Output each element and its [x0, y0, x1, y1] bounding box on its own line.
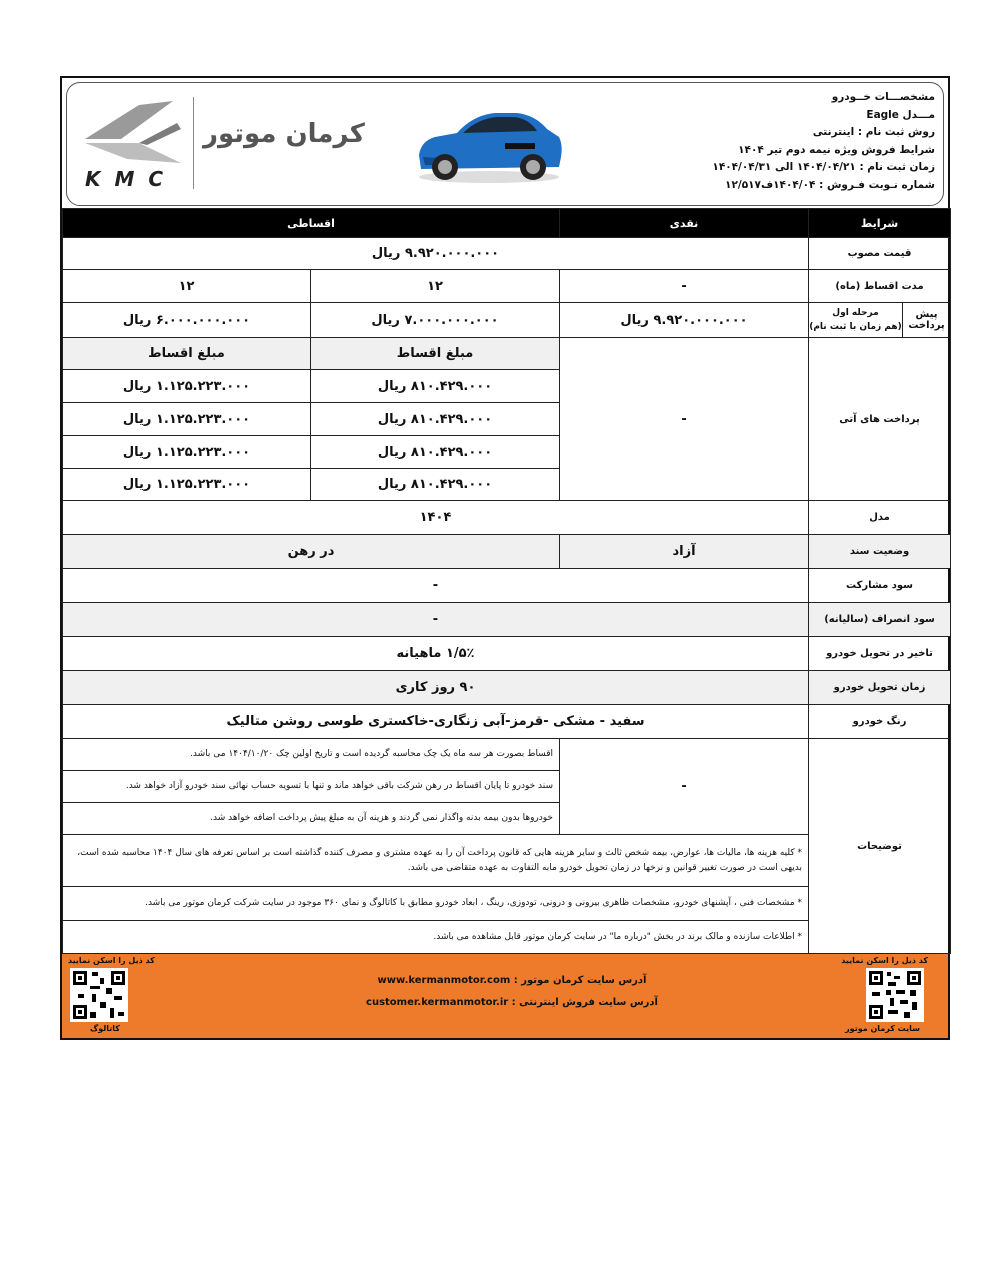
spec-line: مشخصـــات خــودرو — [831, 91, 935, 103]
row-label: مدل — [809, 501, 951, 535]
site-link-line — [362, 970, 662, 992]
row-label: رنگ خودرو — [809, 705, 951, 739]
vehicle-specs — [705, 89, 935, 194]
spec-line: مـــدل Eagle — [866, 108, 935, 121]
cash-future: - — [560, 338, 809, 501]
delivery-time: ۹۰ روز کاری — [63, 671, 809, 705]
row-label: تاخیر در تحویل خودرو — [809, 637, 951, 671]
plan1-installment: ۸۱۰.۴۲۹.۰۰۰ ریال — [311, 370, 560, 403]
general-note: * کلیه هزینه ها، مالیات ها، عوارض، بیمه شخص ثالث و سایر هزینه هایی که قانون پرداخت آن را به عهده مشتری و مصرف کننده گذاشته است بر اساس تعرفه های سال ۱۴۰۴ محاسبه شده است، بدیهی است در صورت تغییر قوانین و نرخها در زمان تحویل خودرو مابه التفاوت به عهده متقاضی می باشد. — [63, 835, 809, 887]
kmc-logo-text: KMC — [85, 167, 178, 191]
row-label: قیمت مصوب — [809, 238, 951, 270]
qr-left-caption: کد ذیل را اسکن نمایید — [68, 956, 155, 965]
qr-right-sub: سایت کرمان موتور — [845, 1024, 920, 1033]
table-row — [63, 637, 951, 671]
install-note: خودروها بدون بیمه بدنه واگذار نمی گردند و هزینه آن به مبلغ پیش پرداخت اضافه خواهد شد. — [63, 803, 560, 835]
cancellation-profit: - — [63, 603, 809, 637]
row-label: سود مشارکت — [809, 569, 951, 603]
footer-bar — [62, 954, 948, 1038]
qr-right-caption: کد ذیل را اسکن نمایید — [841, 956, 928, 965]
site-url-link[interactable]: www.kermanmotor.com — [377, 975, 511, 986]
table-row — [63, 603, 951, 637]
participation-profit: - — [63, 569, 809, 603]
plan1-installment: ۸۱۰.۴۲۹.۰۰۰ ریال — [311, 436, 560, 469]
plan1-period: ۱۲ — [311, 270, 560, 303]
qr-code-icon[interactable] — [70, 968, 128, 1022]
cash-notes: - — [560, 739, 809, 835]
cash-down-payment: ۹.۹۲۰.۰۰۰.۰۰۰ ریال — [560, 303, 809, 338]
shop-url-link[interactable]: customer.kermanmotor.ir — [366, 997, 509, 1008]
row-label: پرداخت های آتی — [809, 338, 951, 501]
plan2-installment-header: مبلغ اقساط — [63, 338, 311, 370]
plan1-installment: ۸۱۰.۴۲۹.۰۰۰ ریال — [311, 403, 560, 436]
qr-left-sub: کاتالوگ — [90, 1024, 120, 1033]
price-sheet — [60, 76, 950, 1040]
install-note: سند خودرو تا پایان اقساط در رهن شرکت باقی خواهد ماند و تنها با تسویه حساب نهائی سند خودرو آزاد خواهد شد. — [63, 771, 560, 803]
table-row — [63, 501, 951, 535]
stage-sub: (هم زمان با ثبت نام) — [809, 322, 902, 332]
terms-table — [62, 208, 951, 954]
spec-line: شماره نـوبت فـروش : ۱۴۰۴/۰۴ف۱۲/۵۱۷ — [725, 178, 935, 191]
table-row — [63, 303, 951, 338]
shop-link-line — [362, 992, 662, 1014]
cash-period: - — [560, 270, 809, 303]
table-row — [63, 671, 951, 705]
row-label: وضعیت سند — [809, 535, 951, 569]
plan2-installment: ۱.۱۲۵.۲۲۳.۰۰۰ ریال — [63, 469, 311, 501]
table-row — [63, 270, 951, 303]
shop-label: آدرس سایت فروش اینترنتی : — [511, 997, 658, 1008]
plan2-installment: ۱.۱۲۵.۲۲۳.۰۰۰ ریال — [63, 403, 311, 436]
logo-divider — [193, 97, 194, 189]
car-image — [413, 97, 565, 189]
footer-links — [362, 970, 662, 1014]
table-header-row — [63, 209, 951, 238]
site-label: آدرس سایت کرمان موتور : — [513, 975, 647, 986]
sheet-header — [66, 82, 944, 206]
spec-line: شرایط فروش ویژه نیمه دوم تیر ۱۴۰۴ — [738, 143, 935, 156]
install-note: اقساط بصورت هر سه ماه یک چک محاسبه گردیده است و تاریخ اولین چک ۱۴۰۴/۱۰/۲۰ می باشد. — [63, 739, 560, 771]
table-row — [63, 739, 951, 771]
plan2-installment: ۱.۱۲۵.۲۲۳.۰۰۰ ریال — [63, 370, 311, 403]
plan1-down-payment: ۷.۰۰۰.۰۰۰.۰۰۰ ریال — [311, 303, 560, 338]
row-label: زمان تحویل خودرو — [809, 671, 951, 705]
spec-line: روش ثبت نام : اینترنتی — [812, 126, 935, 138]
plan1-installment-header: مبلغ اقساط — [311, 338, 560, 370]
row-label: مدت اقساط (ماه) — [809, 270, 951, 303]
general-note: * اطلاعات سازنده و مالک برند در بخش "درباره ما" در سایت کرمان موتور قابل مشاهده می باشد. — [63, 921, 809, 954]
spec-line: زمان ثبت نام : ۱۴۰۴/۰۴/۲۱ الی ۱۴۰۴/۰۴/۳۱ — [712, 161, 935, 173]
general-note: * مشخصات فنی ، آپشنهای خودرو، مشخصات ظاهری بیرونی و درونی، تودوزی، رینگ ، ابعاد خودرو مطابق با کاتالوگ و نمای ۳۶۰ موجود در سایت شرکت کرمان موتور می باشد. — [63, 887, 809, 921]
row-label: توضیحات — [809, 739, 951, 954]
brand-name: کرمان موتور — [203, 119, 365, 149]
approved-price: ۹.۹۲۰.۰۰۰.۰۰۰ ریال — [63, 238, 809, 270]
plan2-installment: ۱.۱۲۵.۲۲۳.۰۰۰ ریال — [63, 436, 311, 469]
car-colors: سفید - مشکی -قرمز-آبی زنگاری-خاکستری طوسی روشن متالیک — [63, 705, 809, 739]
plan2-period: ۱۲ — [63, 270, 311, 303]
plan2-down-payment: ۶.۰۰۰.۰۰۰.۰۰۰ ریال — [63, 303, 311, 338]
stage-label — [809, 303, 903, 338]
table-row — [63, 535, 951, 569]
row-label: پیش پرداخت — [903, 303, 951, 338]
qr-code-icon[interactable] — [866, 968, 924, 1022]
table-row — [63, 705, 951, 739]
row-label: سود انصراف (سالیانه) — [809, 603, 951, 637]
install-document-status: در رهن — [63, 535, 560, 569]
header-conditions: شرایط — [809, 209, 951, 238]
cash-document-status: آزاد — [560, 535, 809, 569]
delivery-delay: ۱/۵٪ ماهیانه — [63, 637, 809, 671]
header-cash: نقدی — [560, 209, 809, 238]
plan1-installment: ۸۱۰.۴۲۹.۰۰۰ ریال — [311, 469, 560, 501]
stage-title: مرحله اول — [832, 308, 879, 318]
model-year: ۱۴۰۴ — [63, 501, 809, 535]
header-installment: اقساطی — [63, 209, 560, 238]
table-row — [63, 238, 951, 270]
table-row — [63, 338, 951, 370]
table-row — [63, 569, 951, 603]
